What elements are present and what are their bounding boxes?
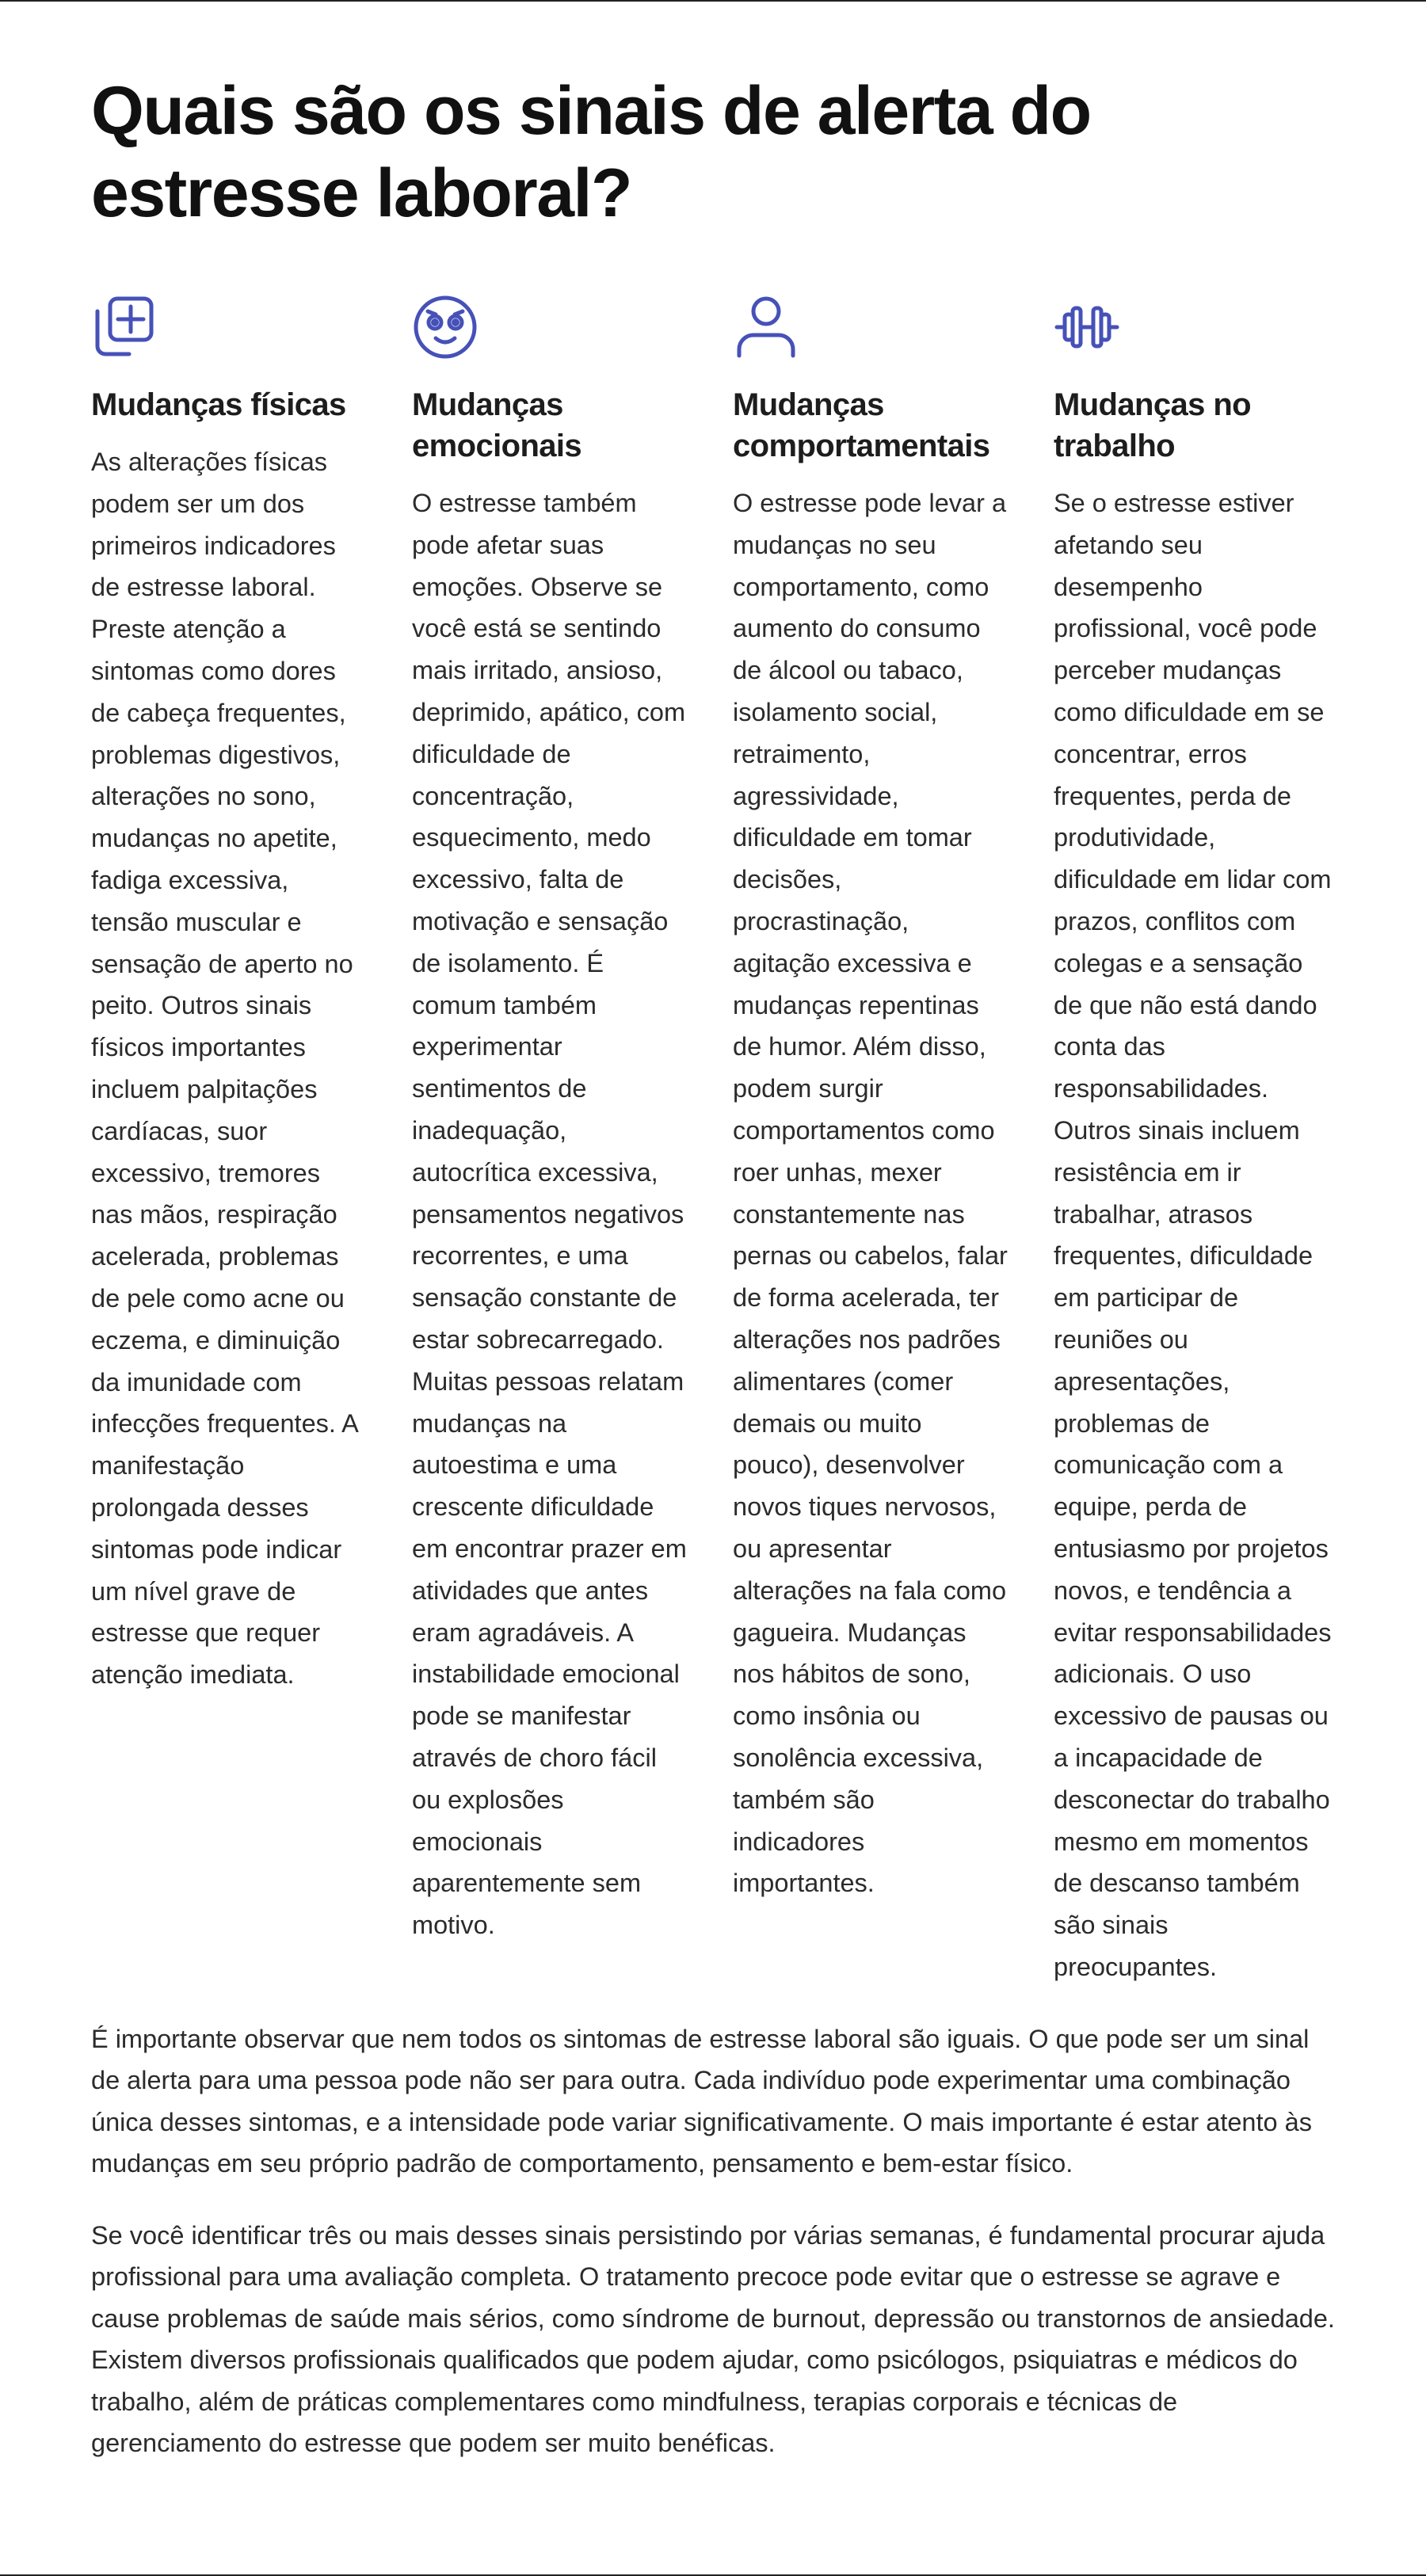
category-heading: Mudanças físicas bbox=[91, 387, 346, 422]
signs-grid bbox=[91, 294, 1343, 1988]
category-body: Se o estresse estiver afetando seu desempenho profissional, você pode perceber mudanças como dificuldade em se concentrar, erros frequentes, perda de produtividade, dificuldade em lidar com prazos, conflitos com colegas e a sensação de que não está dando conta das responsabilidades. Outros sinais incluem resistência em ir trabalhar, atrasos frequentes, dificuldade em participar de reuniões ou apresentações, problemas de comunicação com a equipe, perda de entusiasmo por projetos novos, e tendência a evitar responsabilidades adicionais. O uso excessivo de pausas ou a incapacidade de desconectar do trabalho mesmo em momentos de descanso também são sinais preocupantes. bbox=[1054, 489, 1332, 1981]
summary-paragraph: É importante observar que nem todos os sintomas de estresse laboral são iguais. O que pode ser um sinal de alerta para uma pessoa pode não ser para outra. Cada indivíduo pode experimentar uma combinação única desses sintomas, e a intensidade pode variar significativamente. O mais importante é estar atento às mudanças em seu próprio padrão de comportamento, pensamento e bem-estar físico. bbox=[91, 2024, 1312, 2178]
category-behavioral bbox=[733, 294, 1054, 1988]
category-work bbox=[1054, 294, 1351, 1988]
category-physical bbox=[91, 294, 412, 1988]
dumbbell-icon bbox=[1054, 294, 1120, 360]
category-body: As alterações físicas podem ser um dos primeiros indicadores de estresse laboral. Preste atenção a sintomas como dores de cabeça frequentes, problemas digestivos, alterações no sono, mudanças no apetite, fadiga excessiva, tensão muscular e sensação de aperto no peito. Outros sinais físicos importantes incluem palpitações cardíacas, suor excessivo, tremores nas mãos, respiração acelerada, problemas de pele como acne ou eczema, e diminuição da imunidade com infecções frequentes. A manifestação prolongada desses sintomas pode indicar um nível grave de estresse que requer atenção imediata. bbox=[91, 448, 358, 1690]
category-heading: Mudanças no trabalho bbox=[1054, 387, 1251, 463]
top-border bbox=[0, 0, 1426, 2]
category-heading: Mudanças comportamentais bbox=[733, 387, 990, 463]
category-emotional bbox=[412, 294, 733, 1988]
page-title: Quais são os sinais de alerta do estresse laboral? bbox=[91, 73, 1091, 231]
person-icon bbox=[733, 294, 799, 360]
category-body: O estresse pode levar a mudanças no seu comportamento, como aumento do consumo de álcool ou tabaco, isolamento social, retraimento, agressividade, dificuldade em tomar decisões, procrastinação, agitação excessiva e mudanças repentinas de humor. Além disso, podem surgir comportamentos como roer unhas, mexer constantemente nas pernas ou cabelos, falar de forma acelerada, ter alterações nos padrões alimentares (comer demais ou muito pouco), desenvolver novos tiques nervosos, ou apresentar alterações na fala como gagueira. Mudanças nos hábitos de sono, como insônia ou sonolência excessiva, também são indicadores importantes. bbox=[733, 489, 1008, 1898]
advice-paragraph: Se você identificar três ou mais desses sinais persistindo por várias semanas, é fundamental procurar ajuda profissional para uma avaliação completa. O tratamento precoce pode evitar que o estresse se agrave e cause problemas de saúde mais sérios, como síndrome de burnout, depressão ou transtornos de ansiedade. Existem diversos profissionais qualificados que podem ajudar, como psicólogos, psiquiatras e médicos do trabalho, além de práticas complementares como mindfulness, terapias corporais e técnicas de gerenciamento do estresse que podem ser muito benéficas. bbox=[91, 2220, 1335, 2458]
category-body: O estresse também pode afetar suas emoções. Observe se você está se sentindo mais irritado, ansioso, deprimido, apático, com dificuldade de concentração, esquecimento, medo excessivo, falta de motivação e sensação de isolamento. É comum também experimentar sentimentos de inadequação, autocrítica excessiva, pensamentos negativos recorrentes, e uma sensação constante de estar sobrecarregado. Muitas pessoas relatam mudanças na autoestima e uma crescente dificuldade em encontrar prazer em atividades que antes eram agradáveis. A instabilidade emocional pode se manifestar através de choro fácil ou explosões emocionais aparentemente sem motivo. bbox=[412, 489, 687, 1940]
dizzy-face-icon bbox=[412, 294, 479, 360]
medical-folder-plus-icon bbox=[91, 294, 158, 360]
article bbox=[91, 70, 1343, 2464]
category-heading: Mudanças emocionais bbox=[412, 387, 582, 463]
